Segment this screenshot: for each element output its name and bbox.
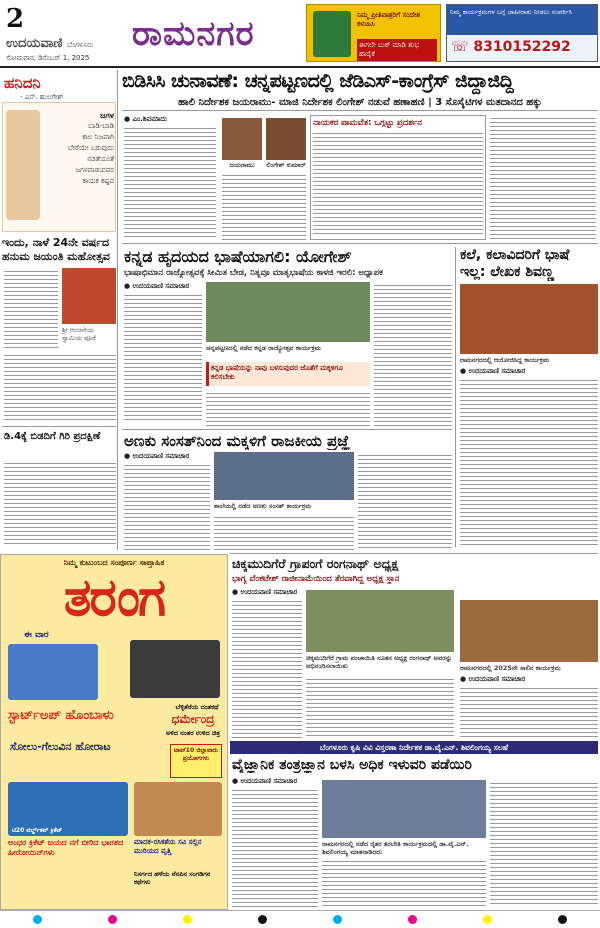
box-text [313,130,483,236]
black-dot [558,915,567,924]
lead-text [490,115,596,240]
kannada-headline: ಕನ್ನಡ ಹೃದಯದ ಭಾಷೆಯಾಗಲಿ: ಯೋಗೇಶ್ [124,247,352,266]
chikkamudigere-subhead: ಭಾಗ್ಯ ವೆಂಕಟೇಶ್ ರಾಜೀನಾಮೆಯಿಂದ ತೆರವಾಗಿದ್ದ ಅಧ್ಯಕ್ಷ ಸ್ಥಾನ [232,574,400,584]
story-text [232,598,302,738]
photo-caption: ಶ್ರೀ ಆಂಜನೇಯ ಸ್ವಾಮಿಯ ಪೂಜೆ [62,326,96,342]
top10-badge: ಟಾಪ್10 ಜಿಲ್ಲಾವಾರು ಪ್ರಯೋಗಗಳು [170,744,222,778]
lead-text [222,172,306,240]
dharmendra-photo [130,640,220,698]
event-photo [460,284,598,354]
chikkamudigere-headline: ಚಿಕ್ಕಮುದಿಗೆರೆ ಗ್ರಾಪಂಗೆ ರಂಗನಾಥ್ ಅಧ್ಯಕ್ಷ [232,556,399,571]
hanidani-logo: ಹನಿದನಿ [4,74,41,92]
yellow-dot [483,915,492,924]
photo-caption: ಚಿಕ್ಕಮುದಿಗೆರೆ ಗ್ರಾಮ ಪಂಚಾಯಿತಿ ನೂತನ ಅಧ್ಯಕ್ಷ ರಂಗನಾಥ್ ಅವರನ್ನು ಅಭಿನಂದಿಸಲಾಯಿತು [306,654,453,670]
ad-phone: ☏ 8310152292 [451,39,571,55]
giri-pradakshine-headline: ಡಿ.4ಕ್ಕೆ ಬಿಡದಿಗೆ ಗಿರಿ ಪ್ರದಕ್ಷಿಣೆ [4,431,101,442]
event-photo-2 [460,600,598,662]
blurb: ಅಳಿದ ನಂತರ ಉಳಿದ ಚಿತ್ರ [165,729,221,737]
magenta-dot [108,915,117,924]
anaku-byline: ● ಉದಯವಾಣಿ ಸಮಾಚಾರ [124,452,190,460]
blurb-name: ಧರ್ಮೇಂದ್ರ [171,712,215,726]
t20-label: ಟಿ20 ವರ್ಲ್ಡ್‌ಕಪ್ ಕ್ರಿಕೆಟ್ [12,827,63,834]
photo-caption: ರಾಮನಗರದಲ್ಲಿ ಆಯೋಜಿಸಿದ್ದ ಕಾರ್ಯಕ್ರಮ [460,356,550,364]
masthead: ರಾಮನಗರ [132,14,255,54]
kannada-subhead: ಭಾಷಾಭಿಮಾನ ರಾಜ್ಯೋತ್ಸವಕ್ಕೆ ಸೀಮಿತ ಬೇಡ, ನಿತ್ಯವೂ ಮಾತೃಭಾಷೆಯ ಕಾಳಜಿ ಇರಲಿ: ಅಧ್ಯಾಪಕ [124,268,383,278]
photo-caption: ಚನ್ನಪಟ್ಟಣದಲ್ಲಿ ನಡೆದ ಕನ್ನಡ ರಾಜ್ಯೋತ್ಸವ ಕಾರ್ಯಕ್ರಮ [206,344,321,352]
box-headline: ನಾಯಕರ ಪಾಮವೆತ: ಒಗ್ಗಟ್ಟು ಪ್ರದರ್ಶನ [313,118,423,128]
paper-name: ಉದಯವಾಣಿ ಬೆಂಗಳೂರು [6,36,94,51]
cyan-dot [33,915,42,924]
phone-icon [313,11,351,57]
divider [230,553,598,554]
story-text [490,780,598,907]
story-text [374,282,452,426]
divider [2,426,116,427]
taranga-logo: ತರಂಗ [63,568,165,628]
bottom-headline: ವೈಜ್ಞಾನಿಕ ತಂತ್ರಜ್ಞಾನ ಬಳಸಿ ಅಧಿಕ ಇಳುವರಿ ಪಡೆಯಿರಿ [232,757,472,773]
story-text [306,676,454,738]
story-text [322,858,486,907]
jayaramu-photo [222,118,262,160]
anaku-headline: ಅಣಕು ಸಂಸತ್‌ನಿಂದ ಮಕ್ಕಳಿಗೆ ರಾಜಕೀಯ ಪ್ರಜ್ಞೆ [124,432,351,450]
black-dot [258,915,267,924]
story-text [232,787,318,907]
pull-quote: ಕನ್ನಡ ಭಾಷೆಯನ್ನು ನಾವು ಬಳಸುವುದರ ಜೊತೆಗೆ ಮಕ್ಕಳಿಗೂ ಕಲಿಸಬೇಕು [206,362,370,386]
divider [455,247,456,547]
lead-headline: ಬಿಡಿಸಿಸಿ ಚುನಾವಣೆ: ಚನ್ನಪಟ್ಟಣದಲ್ಲಿ ಜೆಡಿಎಸ್-ಕಾಂಗ್ರೆಸ್ ಜಿದ್ದಾಜಿದ್ದಿ [122,70,514,92]
training-photo [322,780,486,838]
cover-title: ಸ್ಟಾರ್ಟ್ಅಪ್ ಹೊಂಬಾಳು [8,708,114,723]
photo-caption: ರಾಮನಗರದಲ್ಲಿ ನಡೆದ ರೈತರ ತರಬೇತಿ ಕಾರ್ಯಕ್ರಮದಲ್ಲಿ ಡಾ.ವೈ.ಎನ್. ಶಿವಲಿಂಗಯ್ಯ ಮಾತನಾಡಿದರು [322,840,469,856]
sport-blurb: ಅಂಧರ ಕ್ರಿಕೆಟ್ ಜಯದ ನಗೆ ಬೀರಿದ ಭಾರತದ ಹೀರೋಯಿನ್‌ಗಳು [8,838,124,857]
cover-subtitle: ಸೋಲು-ಗೆಲುವಿನ ಹೋರಾಟ [10,740,111,753]
felicitation-photo [306,590,454,652]
divider [122,243,598,244]
page-number: 2 [6,4,25,34]
cyan-dot [333,915,342,924]
lead-subhead: ಹಾಲಿ ನಿರ್ದೇಶಕ ಜಯರಾಮು- ಮಾಜಿ ನಿರ್ದೇಶಕ ಲಿಂಗೇಶ್ ನಡುವೆ ಹಣಾಹಣಿ | 3 ಸೊಸೈಟಿಗಳ ಮತದಾನದ ಹಕ್ಕು [122,97,598,111]
photo2-caption: ಲಿಂಗೇಶ್ ಕುಮಾರ್ [266,161,306,169]
lingesh-photo [266,118,306,160]
footer-blurb: ನಿಸರ್ಗದ ಹಳೆಯ ನೆನಪಿನ ಸಂಗಡಿಗನ ಕಥೆಗಳು [134,870,211,886]
story5-byline: ● ಉದಯವಾಣಿ ಸಮಾಚಾರ [232,588,298,596]
parliament-photo [214,452,354,500]
story-text [460,377,598,547]
poem-author: - ಎಸ್. ಹುಲಗೇಶ್ [20,93,64,101]
ribbon-strip: ಬೆಂಗಳೂರು ಕೃಷಿ ವಿವಿ ವಿಸ್ತರಣಾ ನಿರ್ದೇಶಕ ಡಾ.ವೈ.ಎನ್. ಶಿವಲಿಂಗಯ್ಯ ಸಲಹೆ [230,741,598,754]
startup-photo [8,644,98,700]
blurb: ಬೆಳ್ಳಿತೆರೆಯ ದಂತಕಥೆ [175,703,219,711]
magazine-day: ಈ ವಾರ [24,630,49,640]
story-text [4,352,116,422]
group-photo [206,282,370,342]
bottom-byline: ● ಉದಯವಾಣಿ ಸಮಾಚಾರ [232,777,298,785]
yellow-dot [183,915,192,924]
feature-photo [134,782,222,836]
header-ad-right: ನಿಮ್ಮ ಕಾರ್ಯಕ್ರಮಗಳ ಬಗ್ಗೆ ಜಾಹೀರಾತು ನೀಡಲು ಸಂಪರ್ಕಿಸಿ ☏ 8310152292 [446,4,598,62]
header-ad-left: ನಿಮ್ಮ ಪ್ರೀತಿಪಾತ್ರರಿಗೆ ಸಂದೇಶ ಕಳುಹಿಸಿ ಈಗಲೇ ಬುಕ್ ಮಾಡಿ ಶುಭ ಹಾರೈಕೆ [306,4,441,62]
lead-byline: ● ಎಂ.ಶಿವಮಾದು [124,115,168,123]
story-text [124,292,202,422]
photo-caption: ರಾಮನಗರದಲ್ಲಿ 2025ನೇ ಸಾಲಿನ ಕಾರ್ಯಕ್ರಮ [460,664,561,672]
magazine-tagline: ನಿಮ್ಮ ಕುಟುಂಬದ ಸಂಪೂರ್ಣ ಸಾಪ್ತಾಹಿಕ [63,558,165,567]
story-text [460,685,598,738]
story-text [4,460,116,546]
magenta-dot [408,915,417,924]
kale-headline: ಕಲೆ, ಕಲಾವಿದರಿಗೆ ಭಾಷೆ ಇಲ್ಲ: ಲೇಖಕ ಶಿವಣ್ಣ [460,247,570,280]
story-text [124,462,210,550]
story6-byline: ● ಉದಯವಾಣಿ ಸಮಾಚಾರ [460,675,526,683]
poem: ಜಗಳ ಬಾಡಿ-ಬಾಡಿ ಕಾಲ ನಿಜವಾಗಿ ಬೇರೆಯೇ ಬರುವುದು ನಡತೆಯಂತೆ ಜಗಳವಾಡುವವರ ಕಾಯಕ ಕಷ್ಟದ [67,111,114,185]
photo-caption: ಶಾಲೆಯಲ್ಲಿ ನಡೆದ ಅಣಕು ಸಂಸತ್ ಕಾರ್ಯಕ್ರಮ [214,502,312,510]
date-line: ಸೋಮವಾರ, ಡಿಸೆಂಬರ್ 1, 2025 [6,54,90,62]
feature-blurb: ಮಾದಕ-ರಸಿಕತೆಯ ಸವಿ ಸಲ್ಲಿನ ಮುರಿಯದ ವೃತ್ತಿ [134,838,202,855]
lead-text [124,125,216,239]
story-text [4,268,58,348]
photo1-caption: ಜಯರಾಮು [229,161,255,169]
hanuma-jayanthi-headline: ಇಂದು, ನಾಳೆ 24ನೇ ವರ್ಷದ ಹನುಮ ಜಯಂತಿ ಮಹೋತ್ಸವ [2,236,110,263]
kannada-byline: ● ಉದಯವಾಣಿ ಸಮಾಚಾರ [124,282,190,290]
story-text [214,514,354,550]
print-footer [0,910,600,928]
cartoon-illustration [6,110,40,220]
divider [122,429,452,430]
story-text [206,390,370,426]
story-text [358,452,452,550]
kale-byline: ● ಉದಯವಾಣಿ ಸಮಾಚಾರ [460,367,526,375]
hanuman-photo [62,268,116,324]
